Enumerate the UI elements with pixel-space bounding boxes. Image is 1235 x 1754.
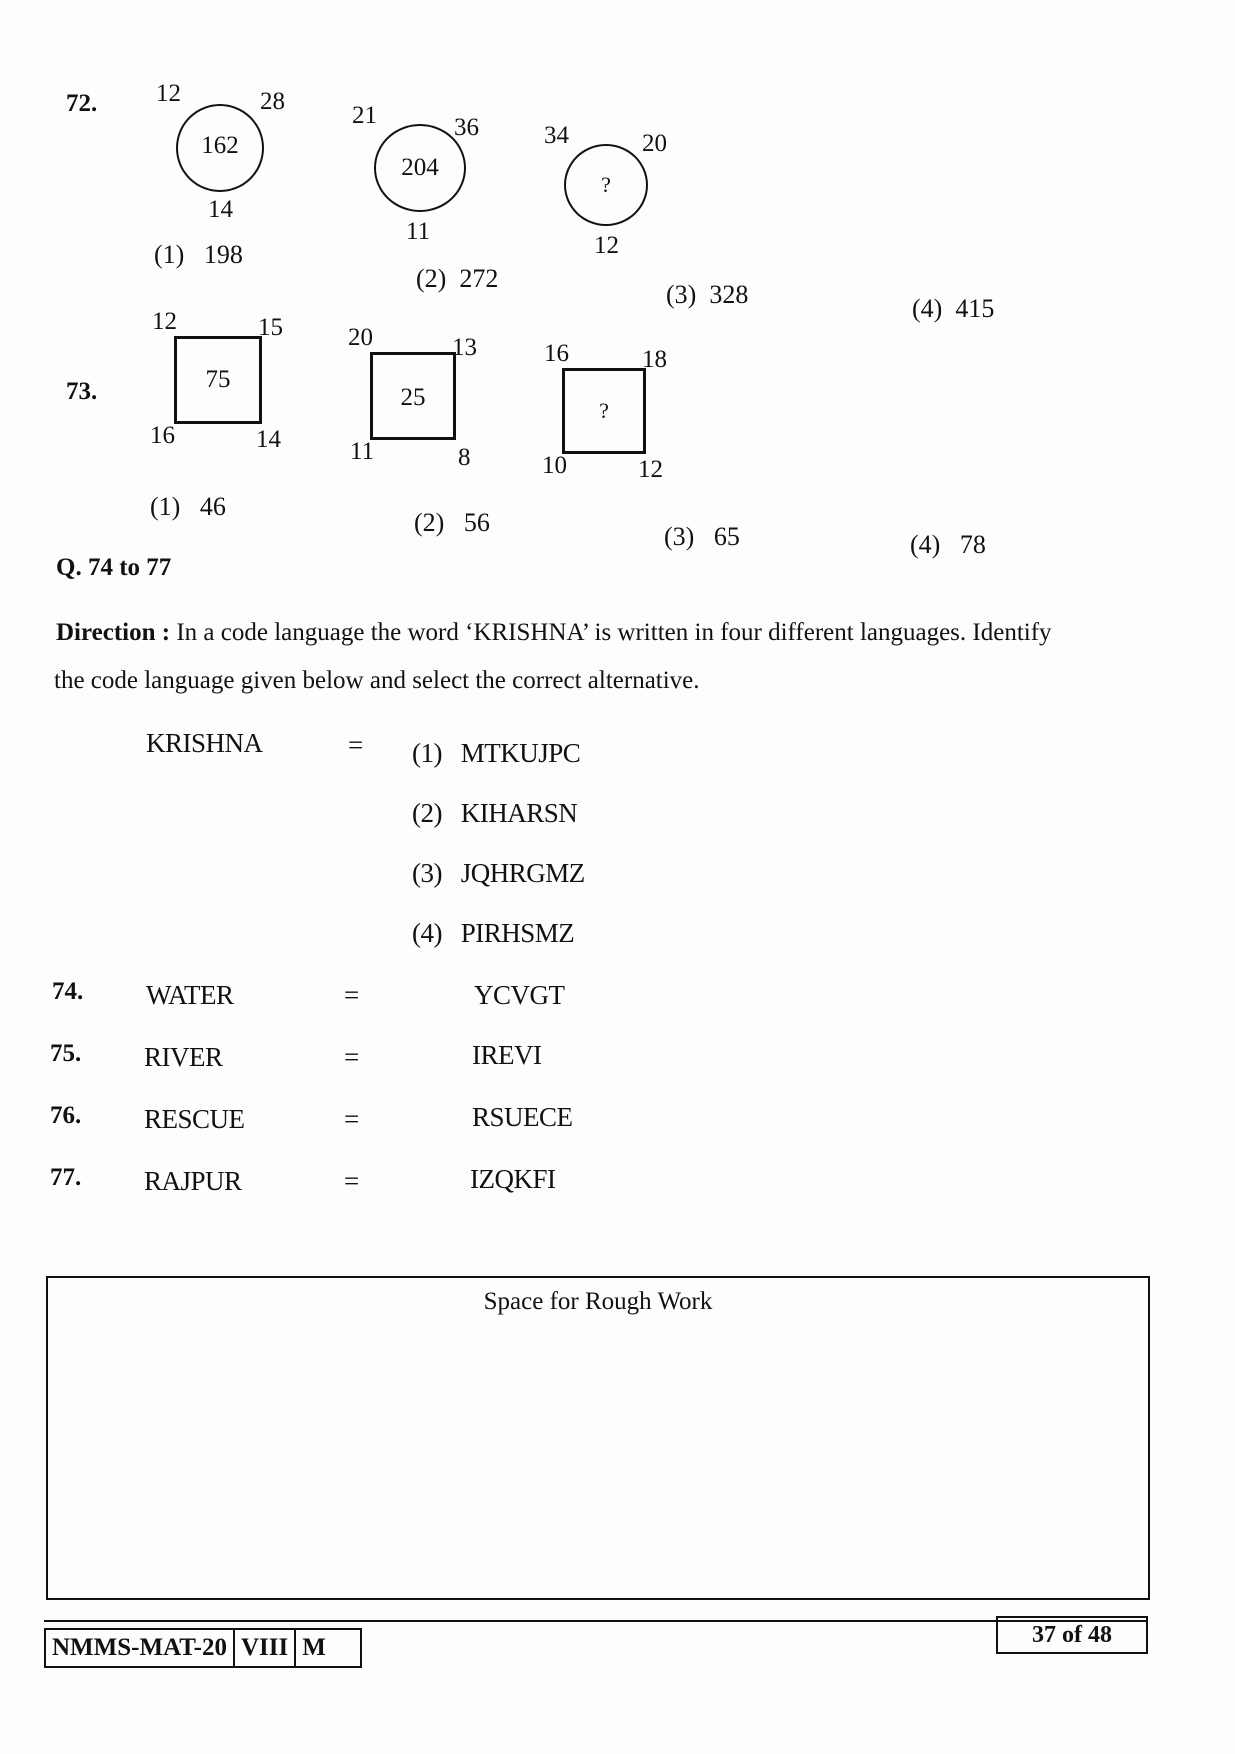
direction-line-2: the code language given below and select the correct alternative. <box>54 667 700 694</box>
reference-equals: = <box>348 730 363 760</box>
circle3-bottom: 12 <box>594 232 619 259</box>
q73-option-2[interactable]: (2) 56 <box>414 508 490 537</box>
q72-option-2[interactable]: (2) 272 <box>416 264 499 293</box>
square2-tr: 13 <box>452 334 477 361</box>
direction-line-1: Direction : In a code language the word ‘KRISHNA’ is written in four different languages. Identify <box>56 619 1052 646</box>
circle2-right: 36 <box>454 114 479 141</box>
question-word: WATER <box>146 980 234 1010</box>
question-number: 77. <box>50 1164 82 1191</box>
question-word: RIVER <box>144 1042 223 1072</box>
question-number-72: 72. <box>66 90 98 117</box>
question-code: IZQKFI <box>470 1164 556 1194</box>
circle1-right: 28 <box>260 88 285 115</box>
question-code: RSUECE <box>472 1102 573 1132</box>
q72-option-3[interactable]: (3) 328 <box>666 280 749 309</box>
question-number: 76. <box>50 1102 82 1129</box>
circle1-top: 12 <box>156 80 181 107</box>
direction-label: Direction : <box>56 619 171 646</box>
square3-br: 12 <box>638 456 663 483</box>
question-equals: = <box>344 1042 359 1072</box>
square1-tl: 12 <box>152 308 177 335</box>
question-number: 75. <box>50 1040 82 1067</box>
circle3-center: ? <box>601 172 611 197</box>
question-equals: = <box>344 980 359 1010</box>
q73-option-4[interactable]: (4) 78 <box>910 530 986 559</box>
code-option-2[interactable]: (2) KIHARSN <box>412 798 578 828</box>
code-option-3[interactable]: (3) JQHRGMZ <box>412 858 585 888</box>
question-code: YCVGT <box>474 980 565 1010</box>
paper-class: VIII <box>235 1630 296 1666</box>
square3-center: ? <box>599 398 609 423</box>
q72-option-1[interactable]: (1) 198 <box>154 240 243 269</box>
question-number-73: 73. <box>66 378 98 405</box>
q72-option-4[interactable]: (4) 415 <box>912 294 995 323</box>
code-option-1[interactable]: (1) MTKUJPC <box>412 738 581 768</box>
square3-bl: 10 <box>542 452 567 479</box>
square1-tr: 15 <box>258 314 283 341</box>
square3-tl: 16 <box>544 340 569 367</box>
question-number: 74. <box>52 978 84 1005</box>
q73-option-3[interactable]: (3) 65 <box>664 522 740 551</box>
square2-bl: 11 <box>350 438 375 465</box>
square2-center: 25 <box>400 384 426 411</box>
circle3-right: 20 <box>642 130 667 157</box>
question-equals: = <box>344 1104 359 1134</box>
circle1-center: 162 <box>201 132 239 159</box>
question-code: IREVI <box>472 1040 542 1070</box>
question-word: RAJPUR <box>144 1166 242 1196</box>
square2-tl: 20 <box>348 324 373 351</box>
square1-bl: 16 <box>150 422 175 449</box>
section-heading: Q. 74 to 77 <box>56 554 172 581</box>
circle2-bottom: 11 <box>406 218 431 245</box>
code-option-4[interactable]: (4) PIRHSMZ <box>412 918 575 948</box>
square1-center: 75 <box>205 366 231 393</box>
square1-br: 14 <box>256 426 281 453</box>
circle1-bottom: 14 <box>208 196 233 223</box>
reference-word: KRISHNA <box>146 728 263 758</box>
rough-work-box <box>46 1276 1150 1600</box>
rough-work-title: Space for Rough Work <box>483 1288 713 1315</box>
circle2-center: 204 <box>401 154 439 181</box>
square2-br: 8 <box>458 444 471 471</box>
question-equals: = <box>344 1166 359 1196</box>
footer-divider <box>44 1620 1148 1622</box>
square3-tr: 18 <box>642 346 667 373</box>
question-word: RESCUE <box>144 1104 245 1134</box>
paper-code: NMMS-MAT-20 <box>46 1630 235 1666</box>
q73-option-1[interactable]: (1) 46 <box>150 492 226 521</box>
page-number: 37 of 48 <box>996 1616 1148 1654</box>
footer-paper-code-box <box>44 1628 362 1668</box>
circle3-top: 34 <box>544 122 569 149</box>
circle2-top: 21 <box>352 102 377 129</box>
paper-medium: M <box>302 1634 326 1661</box>
